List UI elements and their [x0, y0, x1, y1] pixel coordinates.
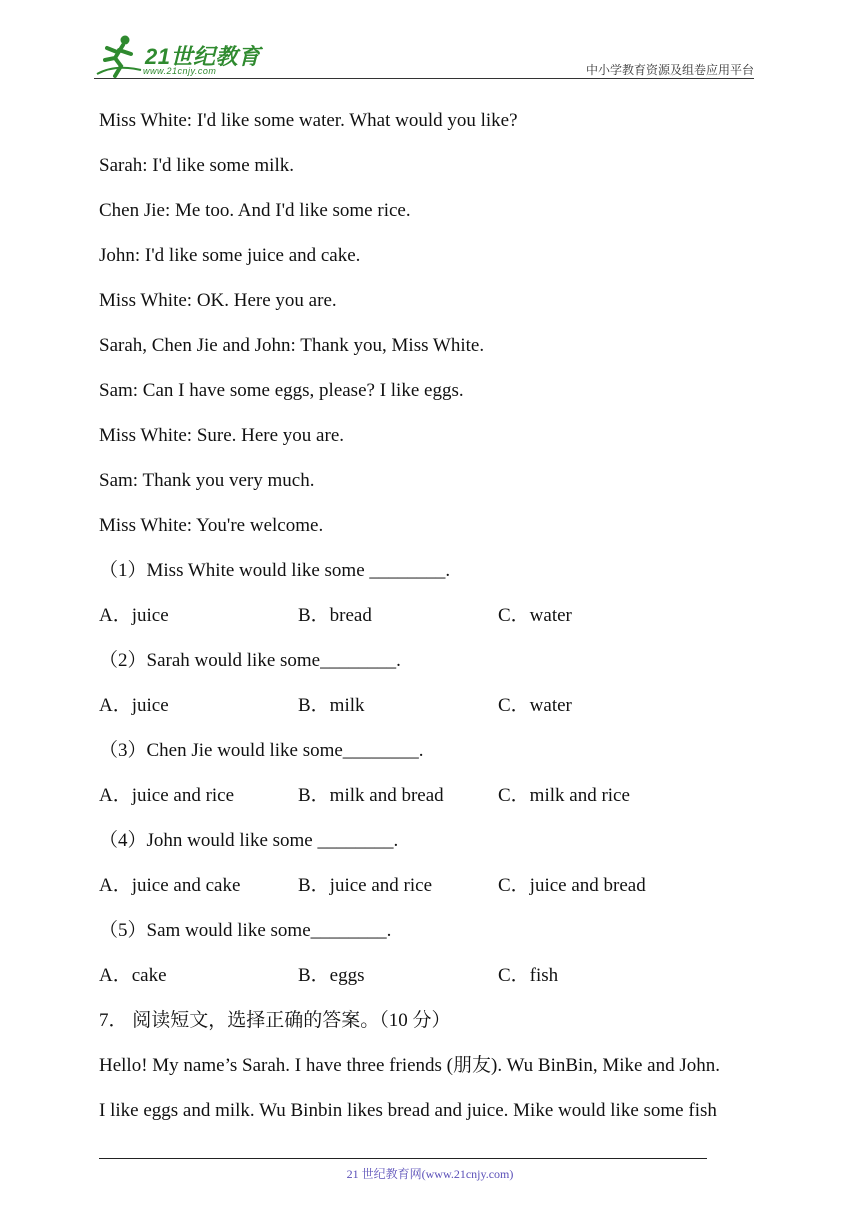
- option-c[interactable]: C．juice and bread: [498, 875, 646, 896]
- section-title: 7． 阅读短文，选择正确的答案。（10 分）: [99, 1010, 451, 1031]
- dialogue-line: Sam: Thank you very much.: [99, 470, 315, 491]
- question-stem: （1）Miss White would like some ________.: [99, 560, 451, 581]
- option-a[interactable]: A．juice: [99, 605, 169, 626]
- option-b[interactable]: B．juice and rice: [298, 875, 433, 896]
- header-tagline: 中小学教育资源及组卷应用平台: [585, 63, 754, 77]
- option-c[interactable]: C．fish: [498, 965, 559, 986]
- dialogue-line: Miss White: OK. Here you are.: [99, 290, 337, 311]
- page-header: [0, 0, 860, 90]
- question-stem: （4）John would like some ________.: [99, 830, 399, 851]
- option-c[interactable]: C．water: [498, 605, 572, 626]
- dialogue-line: John: I'd like some juice and cake.: [99, 245, 361, 266]
- option-b[interactable]: B．milk and bread: [298, 785, 444, 806]
- passage-line: Hello! My name’s Sarah. I have three friends (朋友). Wu BinBin, Mike and John.: [99, 1055, 721, 1076]
- dialogue-line: Miss White: You're welcome.: [99, 515, 324, 536]
- option-a[interactable]: A．juice: [99, 695, 169, 716]
- page-footer: 21 世纪教育网(www.21cnjy.com): [346, 1167, 514, 1181]
- option-b[interactable]: B．bread: [298, 605, 372, 626]
- logo-url: www.21cnjy.com: [143, 66, 217, 76]
- option-c[interactable]: C．water: [498, 695, 572, 716]
- dialogue-line: Sarah: I'd like some milk.: [99, 155, 294, 176]
- question-stem: （2）Sarah would like some________.: [99, 650, 401, 671]
- option-c[interactable]: C．milk and rice: [498, 785, 630, 806]
- dialogue-line: Miss White: I'd like some water. What would you like?: [99, 110, 518, 131]
- logo: [95, 34, 265, 80]
- dialogue-line: Miss White: Sure. Here you are.: [99, 425, 345, 446]
- option-a[interactable]: A．juice and cake: [99, 875, 241, 896]
- option-a[interactable]: A．cake: [99, 965, 167, 986]
- option-a[interactable]: A．juice and rice: [99, 785, 235, 806]
- footer-divider: [99, 1158, 707, 1159]
- option-b[interactable]: B．milk: [298, 695, 365, 716]
- question-stem: （5）Sam would like some________.: [99, 920, 392, 941]
- option-b[interactable]: B．eggs: [298, 965, 365, 986]
- dialogue-line: Sarah, Chen Jie and John: Thank you, Miss White.: [99, 335, 485, 356]
- header-divider: [94, 78, 754, 79]
- runner-logo-icon: [95, 34, 143, 78]
- dialogue-line: Sam: Can I have some eggs, please? I like eggs.: [99, 380, 464, 401]
- passage-line: I like eggs and milk. Wu Binbin likes bread and juice. Mike would like some fish: [99, 1100, 717, 1121]
- logo-text: 21世纪教育: [145, 44, 261, 69]
- question-stem: （3）Chen Jie would like some________.: [99, 740, 424, 761]
- dialogue-line: Chen Jie: Me too. And I'd like some rice.: [99, 200, 411, 221]
